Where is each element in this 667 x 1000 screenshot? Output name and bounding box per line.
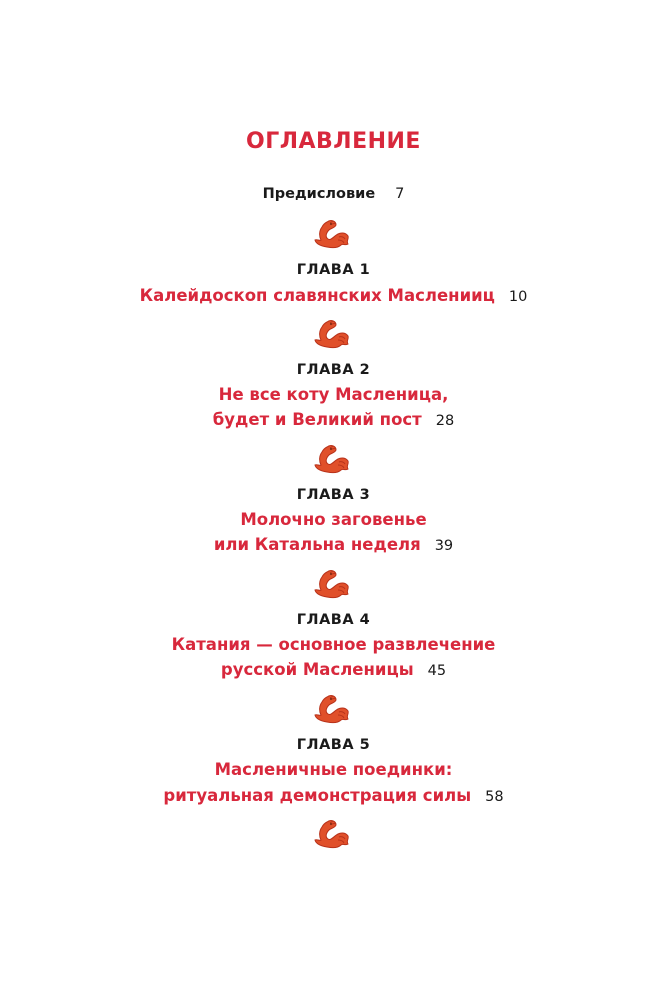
- rooster-icon: [313, 819, 350, 849]
- page-number: 45: [427, 663, 447, 679]
- entry-title: будет и Великий пост: [212, 410, 422, 429]
- rooster-icon: [313, 569, 350, 599]
- chapter-label: ГЛАВА 1: [296, 262, 371, 278]
- chapter-label: ГЛАВА 5: [296, 737, 371, 753]
- chapter-label: ГЛАВА 3: [296, 487, 371, 503]
- page-number: 58: [485, 789, 504, 805]
- page-number: 10: [508, 289, 528, 305]
- entry-title-line[interactable]: Масленичные поединки:: [214, 760, 453, 779]
- toc-entry-chapter-2[interactable]: [0, 410, 667, 429]
- chapter-label: ГЛАВА 4: [296, 612, 371, 628]
- toc-entry-chapter-3[interactable]: [0, 535, 667, 554]
- entry-title-line[interactable]: Катания — основное развлечение: [171, 635, 496, 654]
- page-title: ОГЛАВЛЕНИЕ: [246, 129, 421, 154]
- entry-title: ритуальная демонстрация силы: [163, 786, 472, 805]
- entry-title-line[interactable]: Молочно заговенье: [240, 510, 427, 529]
- rooster-icon: [313, 444, 350, 474]
- rooster-icon: [313, 219, 350, 249]
- toc-entry-chapter-4[interactable]: [0, 660, 667, 679]
- rooster-icon: [313, 319, 350, 349]
- entry-title: Предисловие: [262, 186, 376, 202]
- entry-title: или Катальна неделя: [213, 535, 421, 554]
- toc-entry-chapter-1[interactable]: [0, 286, 667, 305]
- page-number: 7: [395, 186, 405, 202]
- toc-entry-preface[interactable]: [0, 186, 667, 202]
- page-number: 39: [434, 538, 454, 554]
- page-number: 28: [435, 413, 455, 429]
- entry-title: Калейдоскоп славянских Масленииц: [139, 286, 495, 305]
- toc-entry-chapter-5[interactable]: [0, 786, 667, 805]
- entry-title-line[interactable]: Не все коту Масленица,: [218, 385, 449, 404]
- chapter-label: ГЛАВА 2: [296, 362, 371, 378]
- rooster-icon: [313, 694, 350, 724]
- entry-title: русской Масленицы: [220, 660, 414, 679]
